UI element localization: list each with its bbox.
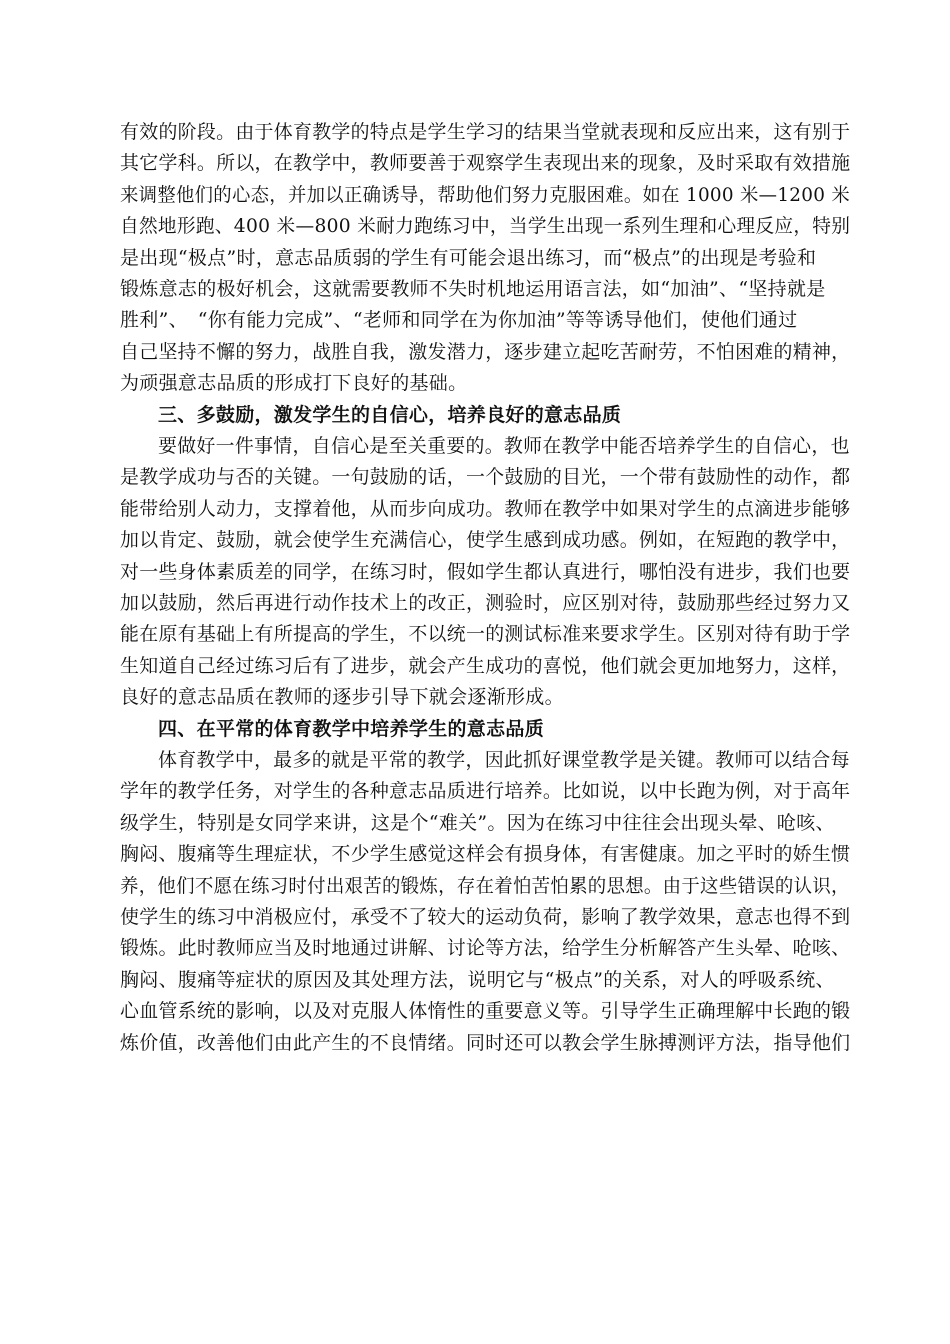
section-heading: 四、在平常的体育教学中培养学生的意志品质 — [158, 717, 545, 740]
paragraph-line: 胸闷、腹痛等生理症状，不少学生感觉这样会有损身体，有害健康。加之平时的娇生惯 — [120, 843, 851, 866]
paragraph-line: 为顽强意志品质的形成打下良好的基础。 — [120, 372, 468, 395]
paragraph-line: 级学生，特别是女同学来讲，这是个“难关”。因为在练习中往往会出现头晕、呛咳、 — [120, 811, 835, 834]
paragraph-line: 自然地形跑、400 米—800 米耐力跑练习中，当学生出现一系列生理和心理反应，特别 — [120, 215, 851, 238]
paragraph-line: 胜利”、 “你有能力完成”、“老师和同学在为你加油”等等诱导他们，使他们通过 — [120, 309, 798, 332]
paragraph-line: 对一些身体素质差的同学，在练习时，假如学生都认真进行，哪怕没有进步，我们也要 — [120, 560, 851, 583]
paragraph-line: 体育教学中，最多的就是平常的教学，因此抓好课堂教学是关键。教师可以结合每 — [158, 749, 850, 771]
paragraph-line: 锻炼意志的极好机会，这就需要教师不失时机地运用语言法，如“加油”、“坚持就是 — [120, 278, 826, 300]
paragraph-line: 来调整他们的心态，并加以正确诱导，帮助他们努力克服困难。如在 1000 米—1200 米 — [120, 183, 851, 206]
paragraph-line: 有效的阶段。由于体育教学的特点是学生学习的结果当堂就表现和反应出来，这有别于 — [120, 121, 851, 143]
paragraph-line: 良好的意志品质在教师的逐步引导下就会逐渐形成。 — [120, 686, 564, 709]
paragraph-line: 胸闷、腹痛等症状的原因及其处理方法，说明它与“极点”的关系，对人的呼吸系统、 — [120, 968, 835, 991]
paragraph-line: 是出现“极点”时，意志品质弱的学生有可能会退出练习，而“极点”的出现是考验和 — [120, 246, 817, 269]
paragraph-line: 心血管系统的影响，以及对克服人体惰性的重要意义等。引导学生正确理解中长跑的锻 — [120, 1000, 851, 1023]
paragraph-line: 养，他们不愿在练习时付出艰苦的锻炼，存在着怕苦怕累的思想。由于这些错误的认识， — [120, 874, 850, 897]
paragraph-line: 加以鼓励，然后再进行动作技术上的改正，测验时，应区别对待，鼓励那些经过努力又 — [120, 592, 851, 614]
paragraph-line: 要做好一件事情，自信心是至关重要的。教师在教学中能否培养学生的自信心，也 — [158, 435, 850, 457]
paragraph-line: 其它学科。所以，在教学中，教师要善于观察学生表现出来的现象，及时采取有效措施 — [120, 152, 851, 175]
paragraph-line: 能带给别人动力，支撑着他，从而步向成功。教师在教学中如果对学生的点滴进步能够 — [120, 497, 851, 520]
paragraph-line: 自己坚持不懈的努力，战胜自我，激发潜力，逐步建立起吃苦耐劳，不怕困难的精神， — [120, 340, 851, 363]
paragraph-line: 生知道自己经过练习后有了进步，就会产生成功的喜悦，他们就会更加地努力，这样， — [120, 654, 851, 677]
section-heading: 三、多鼓励，激发学生的自信心，培养良好的意志品质 — [158, 403, 622, 426]
paragraph-line: 能在原有基础上有所提高的学生，不以统一的测试标准来要求学生。区别对待有助于学 — [120, 623, 851, 646]
paragraph-line: 炼价值，改善他们由此产生的不良情绪。同时还可以教会学生脉搏测评方法，指导他们 — [120, 1031, 851, 1054]
paragraph-line: 学年的教学任务，对学生的各种意志品质进行培养。比如说，以中长跑为例，对于高年 — [120, 780, 851, 803]
paragraph-line: 是教学成功与否的关键。一句鼓励的话，一个鼓励的目光，一个带有鼓励性的动作，都 — [120, 466, 851, 489]
paragraph-line: 锻炼。此时教师应当及时地通过讲解、讨论等方法，给学生分析解答产生头晕、呛咳、 — [120, 937, 851, 960]
paragraph-line: 加以肯定、鼓励，就会使学生充满信心，使学生感到成功感。例如，在短跑的教学中， — [120, 529, 851, 552]
paragraph-line: 使学生的练习中消极应付，承受不了较大的运动负荷，影响了教学效果，意志也得不到 — [120, 906, 851, 928]
